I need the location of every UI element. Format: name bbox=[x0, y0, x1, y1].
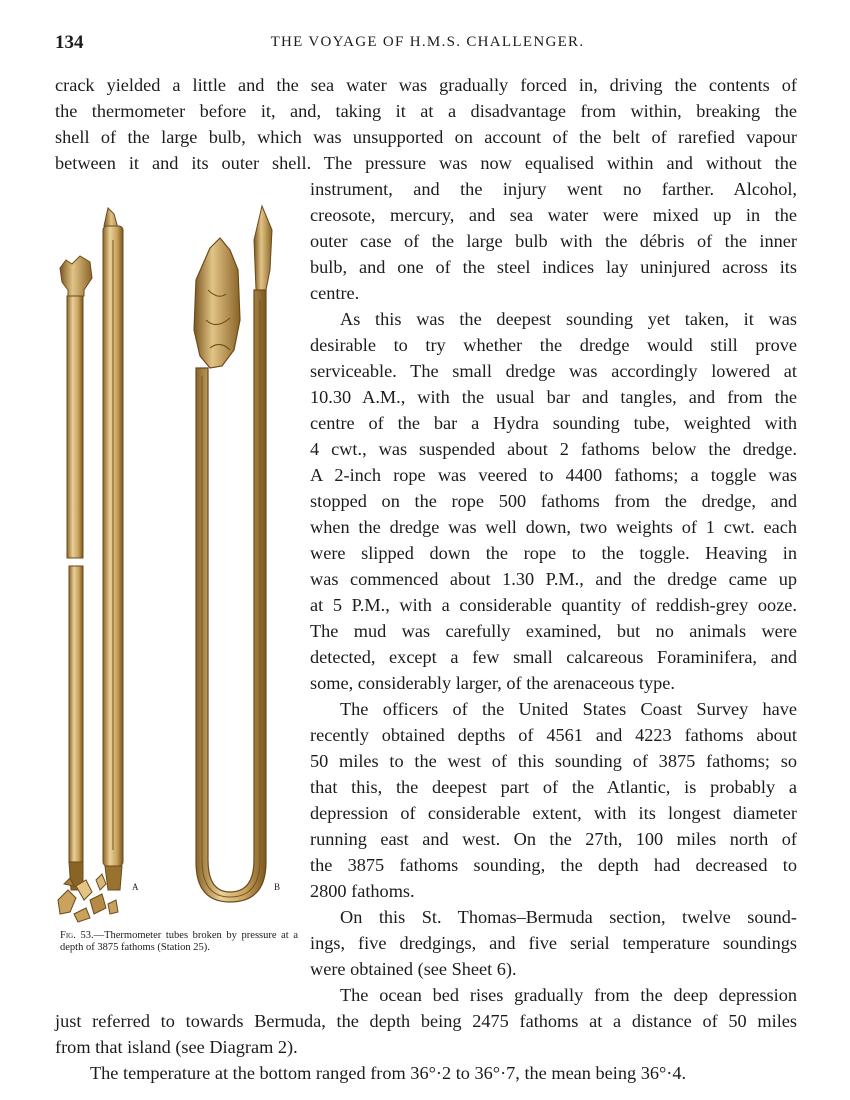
text-line: The officers of the United States Coast Survey have bbox=[340, 699, 797, 719]
text-line: at 5 P.M., with a considerable quantity of reddish-grey ooze. bbox=[310, 595, 797, 615]
running-title: THE VOYAGE OF H.M.S. CHALLENGER. bbox=[270, 34, 585, 50]
text-line: 2800 fathoms. bbox=[310, 881, 415, 901]
text-line: The ocean bed rises gradually from the deep depression bbox=[340, 985, 797, 1005]
text-line: the 3875 fathoms sounding, the depth had decreased to bbox=[310, 855, 797, 875]
text-line: running east and west. On the 27th, 100 miles north of bbox=[310, 829, 797, 849]
label-a: A bbox=[132, 882, 139, 892]
text-line: some, considerably larger, of the arenaceous type. bbox=[310, 673, 675, 693]
text-line: were obtained (see Sheet 6). bbox=[310, 959, 517, 979]
caption-label: Fig. 53. bbox=[60, 930, 94, 941]
tube-a-left-piece bbox=[60, 256, 92, 890]
text-line: A 2-inch rope was veered to 4400 fathoms; a toggle was bbox=[310, 465, 797, 485]
text-line: ings, five dredgings, and five serial temperature soundings bbox=[310, 933, 797, 953]
text-line: outer case of the large bulb with the débris of the inner bbox=[310, 231, 797, 251]
text-line: shell of the large bulb, which was unsupported on account of the belt of rarefied vapour bbox=[55, 127, 797, 147]
text-line: The mud was carefully examined, but no animals were bbox=[310, 621, 797, 641]
text-line: stopped on the rope 500 fathoms from the dredge, and bbox=[310, 491, 797, 511]
text-line: was commenced about 1.30 P.M., and the dredge came up bbox=[310, 569, 797, 589]
text-line: 10.30 A.M., with the usual bar and tangles, and from the bbox=[310, 387, 797, 407]
tube-b bbox=[194, 206, 272, 902]
page-header bbox=[55, 32, 800, 56]
text-line: 50 miles to the west of this sounding of 3875 fathoms; so bbox=[310, 751, 797, 771]
caption-text: —Thermometer tubes broken by pressure at a depth of 3875 fathoms (Station 25). bbox=[60, 930, 299, 953]
text-line: the thermometer before it, and, taking it at a disadvantage from within, breaking the bbox=[55, 101, 797, 121]
text-line: centre of the bar a Hydra sounding tube, weighted with bbox=[310, 413, 797, 433]
page-number: 134 bbox=[55, 32, 84, 53]
text-line: creosote, mercury, and sea water were mixed up in the bbox=[310, 205, 797, 225]
tube-a-right-piece bbox=[103, 208, 123, 890]
text-line: when the dredge was well down, two weights of 1 cwt. each bbox=[310, 517, 797, 537]
text-line: between it and its outer shell. The pressure was now equalised within and without the bbox=[55, 153, 797, 173]
thermometer-tubes-illustration bbox=[50, 200, 300, 930]
text-line: On this St. Thomas–Bermuda section, twelve sound- bbox=[340, 907, 797, 927]
text-line: crack yielded a little and the sea water was gradually forced in, driving the contents of bbox=[55, 75, 797, 95]
text-line: just referred to towards Bermuda, the depth being 2475 fathoms at a distance of 50 miles bbox=[55, 1011, 797, 1031]
text-line: recently obtained depths of 4561 and 4223 fathoms about bbox=[310, 725, 797, 745]
text-line: desirable to try whether the dredge would still prove bbox=[310, 335, 797, 355]
figure-53 bbox=[50, 200, 300, 930]
text-line: bulb, and one of the steel indices lay uninjured across its bbox=[310, 257, 797, 277]
text-line: from that island (see Diagram 2). bbox=[55, 1037, 298, 1057]
text-line: depression of considerable extent, with its longest diameter bbox=[310, 803, 797, 823]
text-line: The temperature at the bottom ranged from 36°·2 to 36°·7, the mean being 36°·4. bbox=[90, 1063, 687, 1083]
text-line: were slipped down the rope to the toggle. Heaving in bbox=[310, 543, 797, 563]
text-line: that this, the deepest part of the Atlantic, is probably a bbox=[310, 777, 797, 797]
figure-caption bbox=[60, 930, 298, 954]
label-b: B bbox=[274, 882, 281, 892]
text-line: serviceable. The small dredge was accordingly lowered at bbox=[310, 361, 797, 381]
text-line: 4 cwt., was suspended about 2 fathoms below the dredge. bbox=[310, 439, 797, 459]
text-line: centre. bbox=[310, 283, 360, 303]
text-line: detected, except a few small calcareous Foraminifera, and bbox=[310, 647, 797, 667]
text-line: As this was the deepest sounding yet taken, it was bbox=[340, 309, 797, 329]
text-line: instrument, and the injury went no farther. Alcohol, bbox=[310, 179, 797, 199]
